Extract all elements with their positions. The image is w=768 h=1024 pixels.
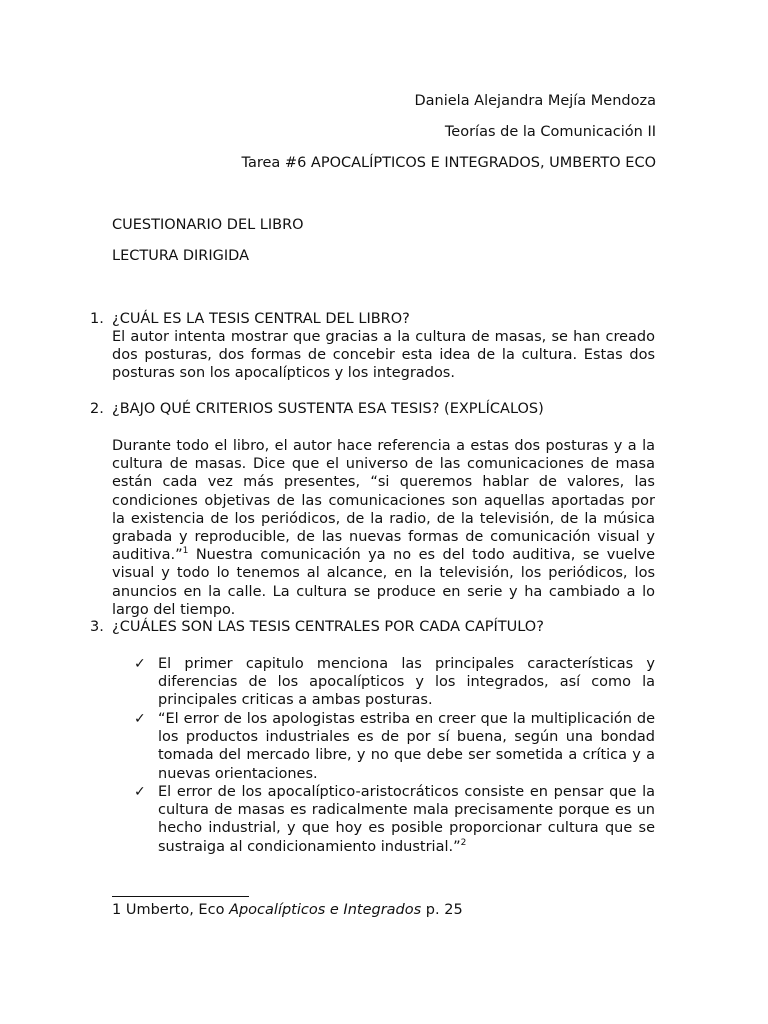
footnote (112, 902, 463, 918)
footnote-separator (112, 896, 249, 897)
course-name: Teorías de la Comunicación II (444, 124, 656, 140)
question-title: ¿CUÁLES SON LAS TESIS CENTRALES POR CADA CAPÍTULO? (112, 619, 544, 635)
list-item-text: El primer capitulo menciona las principales características y diferencias de los apocalípticos y los integrados, así como la principales criticas a ambas posturas. (158, 656, 655, 709)
author-name: Daniela Alejandra Mejía Mendoza (414, 93, 656, 109)
footnote-ref-2[interactable]: 2 (460, 837, 467, 848)
answer-text-part-2: Nuestra comunicación ya no es del todo auditiva, se vuelve visual y todo lo tenemos al alcance, en la televisión, los periódicos, los anuncios en la calle. La cultura se produce en serie y ha cambiado a lo largo del tiempo. (112, 547, 655, 618)
footnote-prefix: 1 Umberto, Eco (112, 902, 230, 918)
checkmark-icon: ✓ (134, 656, 146, 672)
question-1-heading (90, 311, 655, 327)
list-item (134, 783, 655, 856)
checkmark-icon: ✓ (134, 711, 146, 727)
question-number: 3. (90, 619, 104, 635)
list-item-text: “El error de los apologistas estriba en creer que la multiplicación de los productos industriales es de por sí buena, según una bondad tomada del mercado libre, y no que debe ser sometida a crítica y a nuevas orientaciones. (158, 711, 655, 782)
list-item (134, 710, 655, 783)
footnote-ref-1[interactable]: 1 (182, 546, 189, 557)
assignment-title: Tarea #6 APOCALÍPTICOS E INTEGRADOS, UMBERTO ECO (241, 155, 656, 171)
subtitle-guided-reading: LECTURA DIRIGIDA (112, 248, 249, 264)
list-item-text: El error de los apocalíptico-aristocráticos consiste en pensar que la cultura de masas es radicalmente mala precisamente porque es un hecho industrial, y que hoy es posible proporcionar cultura que se sustraiga al condicionamiento industrial.” (158, 784, 655, 855)
checkmark-icon: ✓ (134, 784, 146, 800)
answer-text-part-1: Durante todo el libro, el autor hace referencia a estas dos posturas y a la cultura de masas. Dice que el universo de las comunicaciones de masa están cada vez más presentes, “si queremos hablar de valores, las condiciones objetivas de las comunicaciones son aquellas aportadas por la existencia de los periódicos, de la radio, de la televisión, de la música grabada y reproducible, de las nuevas formas de comunicación visual y auditiva.” (112, 438, 655, 564)
question-number: 1. (90, 311, 104, 327)
question-title: ¿CUÁL ES LA TESIS CENTRAL DEL LIBRO? (112, 311, 410, 327)
question-2-heading (90, 401, 655, 417)
list-item (134, 655, 655, 710)
footnote-book-title: Apocalípticos e Integrados (229, 902, 422, 918)
footnote-suffix: p. 25 (421, 902, 463, 918)
subtitle-questionnaire: CUESTIONARIO DEL LIBRO (112, 217, 304, 233)
question-1-answer: El autor intenta mostrar que gracias a la cultura de masas, se han creado dos posturas, dos formas de concebir esta idea de la cultura. Estas dos posturas son los apocalípticos y los integrados. (112, 329, 655, 382)
question-number: 2. (90, 401, 104, 417)
question-2-answer (112, 437, 655, 619)
question-3-heading (90, 619, 655, 635)
question-title: ¿BAJO QUÉ CRITERIOS SUSTENTA ESA TESIS? (EXPLÍCALOS) (112, 401, 544, 417)
